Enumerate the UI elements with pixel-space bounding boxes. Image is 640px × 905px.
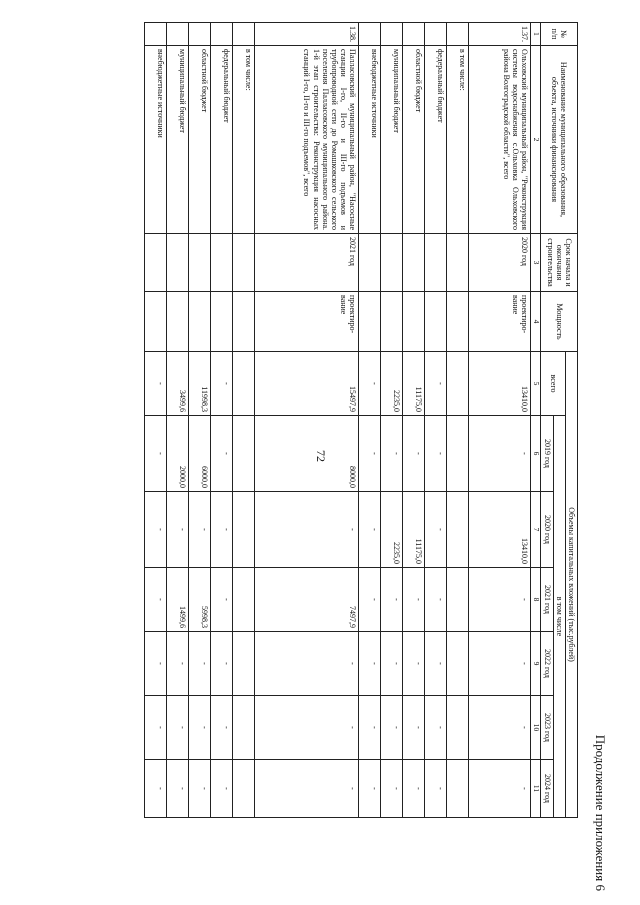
value-year xyxy=(447,696,469,760)
value-year: - xyxy=(255,492,359,568)
value-year: - xyxy=(145,492,167,568)
row-number: 1.38. xyxy=(255,23,359,46)
value-year: 11175,0 xyxy=(403,492,425,568)
row-name: Ольховский муниципальный район, "Реконструкция системы водоснабжения с.Ольховка Ольховского района Волгоградской области", всего xyxy=(469,46,531,234)
value-year: - xyxy=(403,760,425,818)
value-year: - xyxy=(425,568,447,632)
value-year: 1499,6 xyxy=(167,568,189,632)
row-term xyxy=(189,234,211,292)
value-year: - xyxy=(189,632,211,696)
row-name: Палласовский муниципальный район, "Насосные станции I-го, II-го и III-го подъемов и трубопроводной сети до Ромашковского сельского поселения Палласовского муниципального района. 1-й этап строительства: Реконструкция насосных станций I-го, II-го и III-го подъемов", всего xyxy=(255,46,359,234)
row-number xyxy=(381,23,403,46)
col-number: 3 xyxy=(531,234,541,292)
value-year: 8000,0 xyxy=(255,416,359,492)
value-year: - xyxy=(425,760,447,818)
value-year: 2000,0 xyxy=(167,416,189,492)
value-year: - xyxy=(381,416,403,492)
value-year: - xyxy=(403,568,425,632)
row-power xyxy=(381,292,403,352)
row-name: внебюджетные источники xyxy=(145,46,167,234)
value-year: - xyxy=(211,416,233,492)
row-name: в том числе: xyxy=(447,46,469,234)
row-power xyxy=(211,292,233,352)
row-term xyxy=(381,234,403,292)
value-total: 11175,0 xyxy=(403,352,425,416)
table-body xyxy=(145,23,531,818)
value-total: - xyxy=(211,352,233,416)
col-number: 11 xyxy=(531,760,541,818)
value-year: 7497,9 xyxy=(255,568,359,632)
value-total: 11998,3 xyxy=(189,352,211,416)
row-power: проектиро-вание xyxy=(255,292,359,352)
row-term xyxy=(145,234,167,292)
value-year: - xyxy=(211,492,233,568)
row-name: областной бюджет xyxy=(189,46,211,234)
table-row xyxy=(469,23,531,818)
value-year: - xyxy=(469,416,531,492)
value-year: - xyxy=(145,568,167,632)
value-year: - xyxy=(145,416,167,492)
row-number xyxy=(447,23,469,46)
table-row xyxy=(403,23,425,818)
col-number: 5 xyxy=(531,352,541,416)
value-year: - xyxy=(469,696,531,760)
value-year: - xyxy=(167,632,189,696)
value-year: - xyxy=(425,696,447,760)
value-year: - xyxy=(189,492,211,568)
col-number: 8 xyxy=(531,568,541,632)
header-year: 2022 год xyxy=(541,632,553,696)
row-power xyxy=(145,292,167,352)
row-term xyxy=(425,234,447,292)
row-name: федеральный бюджет xyxy=(211,46,233,234)
value-year xyxy=(233,568,255,632)
value-year: - xyxy=(189,696,211,760)
col-number: 6 xyxy=(531,416,541,492)
value-year: - xyxy=(403,632,425,696)
header-num: № п/п xyxy=(541,23,578,46)
value-year: - xyxy=(359,492,381,568)
value-year xyxy=(233,696,255,760)
header-power: Мощность xyxy=(541,292,578,352)
table-row xyxy=(233,23,255,818)
row-number xyxy=(425,23,447,46)
value-total: 2235,0 xyxy=(381,352,403,416)
value-total xyxy=(233,352,255,416)
col-number: 1 xyxy=(531,23,541,46)
value-year: - xyxy=(167,492,189,568)
value-year: - xyxy=(211,632,233,696)
value-year xyxy=(233,760,255,818)
value-year xyxy=(233,416,255,492)
value-year: - xyxy=(145,760,167,818)
value-year: - xyxy=(381,696,403,760)
table-row xyxy=(189,23,211,818)
table-row xyxy=(447,23,469,818)
row-power xyxy=(167,292,189,352)
row-power: проектиро-вание xyxy=(469,292,531,352)
row-number: 1.37. xyxy=(469,23,531,46)
value-year: - xyxy=(211,696,233,760)
col-number: 10 xyxy=(531,696,541,760)
row-power xyxy=(233,292,255,352)
header-year: 2023 год xyxy=(541,696,553,760)
row-power xyxy=(189,292,211,352)
value-year: - xyxy=(359,696,381,760)
row-name: областной бюджет xyxy=(403,46,425,234)
header-year: 2020 год xyxy=(541,492,553,568)
value-year xyxy=(447,632,469,696)
row-power xyxy=(425,292,447,352)
row-power xyxy=(447,292,469,352)
value-year: - xyxy=(359,568,381,632)
header-total: всего xyxy=(541,352,565,416)
row-term xyxy=(233,234,255,292)
value-year xyxy=(447,760,469,818)
value-total: - xyxy=(145,352,167,416)
table-row xyxy=(425,23,447,818)
table-row xyxy=(255,23,359,818)
value-year: - xyxy=(167,760,189,818)
appendix-caption: Продолжение приложения 6 xyxy=(593,734,608,891)
col-number: 2 xyxy=(531,46,541,234)
header-name: Наименование муниципального образования, объекта, источники финансирования xyxy=(541,46,578,234)
value-year xyxy=(233,632,255,696)
row-number xyxy=(189,23,211,46)
value-year xyxy=(233,492,255,568)
row-term: 2020 год xyxy=(469,234,531,292)
value-year xyxy=(447,416,469,492)
value-total: 15497,9 xyxy=(255,352,359,416)
table-row xyxy=(211,23,233,818)
page-number: 72 xyxy=(314,450,328,462)
row-name: внебюджетные источники xyxy=(359,46,381,234)
table-row xyxy=(359,23,381,818)
value-year: - xyxy=(359,416,381,492)
row-name: федеральный бюджет xyxy=(425,46,447,234)
capital-investment-table xyxy=(144,22,578,818)
value-year: - xyxy=(255,760,359,818)
value-year: - xyxy=(403,416,425,492)
col-number: 4 xyxy=(531,292,541,352)
value-total: - xyxy=(425,352,447,416)
row-number xyxy=(211,23,233,46)
row-term xyxy=(359,234,381,292)
value-year: - xyxy=(381,632,403,696)
row-number xyxy=(233,23,255,46)
row-term xyxy=(167,234,189,292)
value-year: - xyxy=(211,760,233,818)
row-term xyxy=(211,234,233,292)
value-year: - xyxy=(469,632,531,696)
value-year: - xyxy=(255,696,359,760)
value-year: 13410,0 xyxy=(469,492,531,568)
value-year: 5998,3 xyxy=(189,568,211,632)
col-number: 7 xyxy=(531,492,541,568)
row-number xyxy=(359,23,381,46)
value-year: - xyxy=(425,632,447,696)
value-year: - xyxy=(425,492,447,568)
row-name: в том числе: xyxy=(233,46,255,234)
header-year: 2019 год xyxy=(541,416,553,492)
col-number: 9 xyxy=(531,632,541,696)
row-number xyxy=(145,23,167,46)
value-year: - xyxy=(359,760,381,818)
table-row xyxy=(381,23,403,818)
value-year: - xyxy=(211,568,233,632)
header-including: в том числе xyxy=(553,416,565,818)
value-year xyxy=(447,568,469,632)
value-year: - xyxy=(189,760,211,818)
row-number xyxy=(167,23,189,46)
header-year: 2024 год xyxy=(541,760,553,818)
row-number xyxy=(403,23,425,46)
value-year: - xyxy=(359,632,381,696)
row-name: муниципальный бюджет xyxy=(167,46,189,234)
value-year: - xyxy=(255,632,359,696)
row-power xyxy=(359,292,381,352)
value-year: - xyxy=(145,696,167,760)
value-year: 2235,0 xyxy=(381,492,403,568)
value-year: - xyxy=(167,696,189,760)
value-total: - xyxy=(359,352,381,416)
value-total: 13410,0 xyxy=(469,352,531,416)
value-year: - xyxy=(381,760,403,818)
value-year: - xyxy=(469,760,531,818)
row-name: муниципальный бюджет xyxy=(381,46,403,234)
row-power xyxy=(403,292,425,352)
header-term: Срок начала и окончания строительства xyxy=(541,234,578,292)
value-year: - xyxy=(469,568,531,632)
value-year: - xyxy=(425,416,447,492)
row-term: 2021 год xyxy=(255,234,359,292)
value-year: - xyxy=(381,568,403,632)
header-year: 2021 год xyxy=(541,568,553,632)
row-term xyxy=(447,234,469,292)
table-row xyxy=(167,23,189,818)
header-volumes: Объемы капитальных вложений (тыс.рублей) xyxy=(565,352,577,818)
value-year: - xyxy=(403,696,425,760)
value-year xyxy=(447,492,469,568)
row-term xyxy=(403,234,425,292)
value-year: - xyxy=(145,632,167,696)
value-total xyxy=(447,352,469,416)
value-total: 3499,6 xyxy=(167,352,189,416)
value-year: 6000,0 xyxy=(189,416,211,492)
table-row xyxy=(145,23,167,818)
